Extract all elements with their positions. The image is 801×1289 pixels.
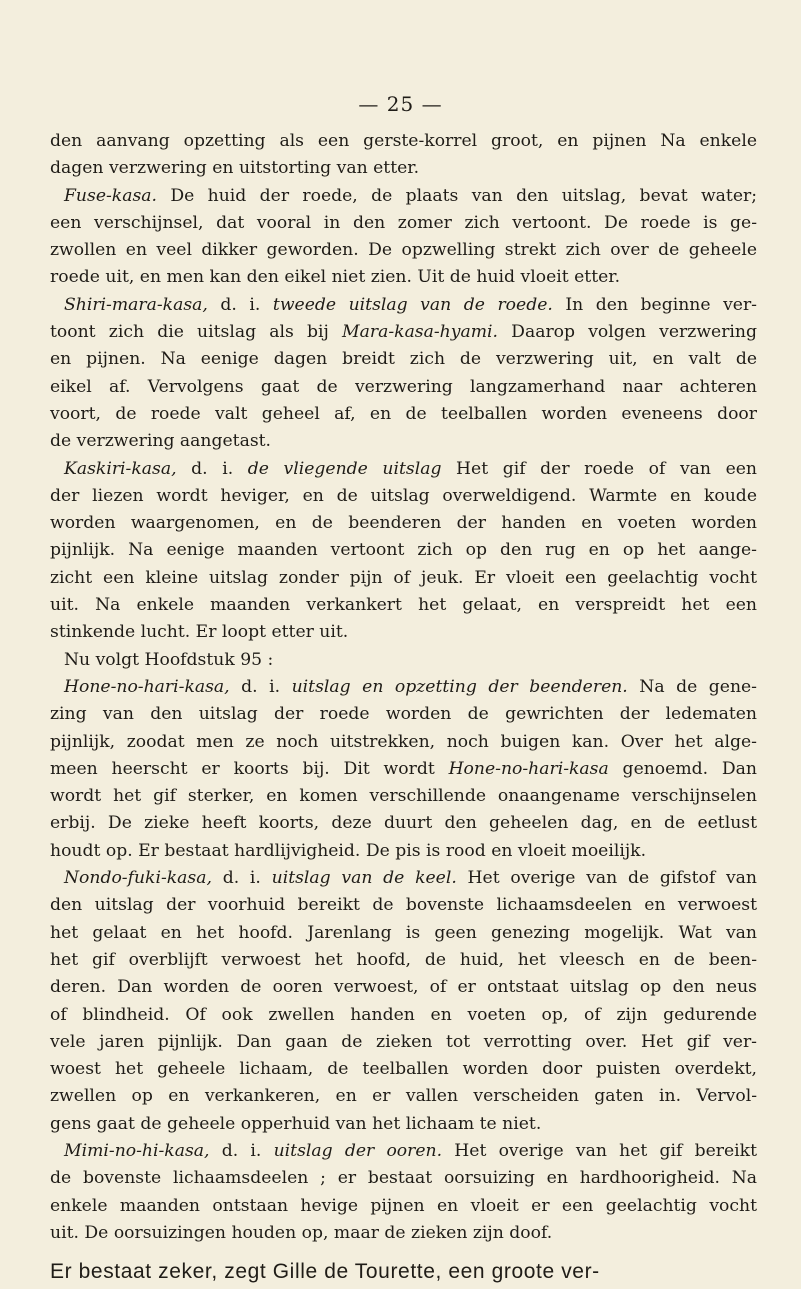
text-segment: Mara-kasa-hyami. bbox=[342, 322, 498, 343]
text-line bbox=[50, 1111, 757, 1138]
text-segment: woest het geheele lichaam, de teelballen worden door puisten overdekt, bbox=[50, 1059, 757, 1080]
text-line bbox=[50, 401, 757, 428]
text-segment: de verzwering aangetast. bbox=[50, 431, 272, 452]
text-segment: zwollen en veel dikker geworden. De opzwelling strekt zich over de geheele bbox=[50, 240, 757, 261]
text-segment: Kaskiri-kasa, bbox=[64, 458, 177, 479]
text-segment: Het gif der roede of van een bbox=[441, 458, 757, 479]
text-segment: pijnlijk, zoodat men ze noch uitstrekken, noch buigen kan. Over het alge- bbox=[50, 731, 757, 752]
text-segment: Daarop volgen verzwering bbox=[497, 322, 757, 343]
text-segment: deren. Dan worden de ooren verwoest, of er ontstaat uitslag op den neus bbox=[50, 977, 757, 998]
text-line bbox=[50, 674, 757, 701]
text-segment: de bovenste lichaamsdeelen ; er bestaat oorsuizing en hardhoorigheid. Na bbox=[50, 1168, 757, 1189]
text-segment: voort, de roede valt geheel af, en de teelballen worden eveneens door bbox=[50, 403, 757, 424]
text-line bbox=[50, 892, 757, 919]
body-text bbox=[50, 128, 757, 1247]
text-line bbox=[50, 729, 757, 756]
text-segment: houdt op. Er bestaat hardlijvigheid. De pis is rood en vloeit moeilijk. bbox=[50, 840, 647, 861]
text-segment: meen heerscht er koorts bij. Dit wordt bbox=[50, 758, 449, 779]
text-segment: het gelaat en het hoofd. Jarenlang is geen genezing mogelijk. Wat van bbox=[50, 922, 757, 943]
text-line bbox=[50, 592, 757, 619]
text-line bbox=[50, 1083, 757, 1110]
text-segment: d. i. bbox=[209, 1140, 274, 1161]
final-line: Er bestaat zeker, zegt Gille de Tourette, een groote ver- bbox=[50, 1260, 600, 1284]
text-segment: wordt het gif sterker, en komen verschillende onaangename verschijnselen bbox=[50, 786, 757, 807]
text-line bbox=[50, 619, 757, 646]
text-line bbox=[50, 319, 757, 346]
text-segment: enkele maanden ontstaan hevige pijnen en vloeit er een geelachtig vocht bbox=[50, 1195, 757, 1216]
text-segment: uit. De oorsuizingen houden op, maar de zieken zijn doof. bbox=[50, 1222, 553, 1243]
text-line bbox=[50, 456, 757, 483]
text-line bbox=[50, 346, 757, 373]
text-segment: gens gaat de geheele opperhuid van het lichaam te niet. bbox=[50, 1113, 542, 1134]
text-line bbox=[50, 128, 757, 155]
text-line bbox=[50, 1193, 757, 1220]
text-segment: Nu volgt Hoofdstuk 95 : bbox=[64, 649, 274, 670]
text-segment: den uitslag der voorhuid bereikt de bovenste lichaamsdeelen en verwoest bbox=[50, 895, 757, 916]
text-segment: uitslag der ooren. bbox=[273, 1140, 443, 1161]
text-segment: d. i. bbox=[229, 676, 292, 697]
text-segment: zing van den uitslag der roede worden de gewrichten der ledematen bbox=[50, 704, 757, 725]
text-line bbox=[50, 237, 757, 264]
text-segment: een verschijnsel, dat vooral in den zomer zich vertoont. De roede is ge- bbox=[50, 212, 757, 233]
text-segment: of blindheid. Of ook zwellen handen en voeten op, of zijn gedurende bbox=[50, 1004, 757, 1025]
text-line bbox=[50, 428, 757, 455]
text-segment: erbij. De zieke heeft koorts, deze duurt den geheelen dag, en de eetlust bbox=[50, 813, 757, 834]
text-line bbox=[50, 783, 757, 810]
text-segment: Nondo-fuki-kasa, bbox=[64, 868, 212, 889]
text-segment: toont zich die uitslag als bij bbox=[50, 322, 343, 343]
text-segment: het gif overblijft verwoest het hoofd, de huid, het vleesch en de been- bbox=[50, 949, 757, 970]
text-segment: Fuse-kasa. bbox=[64, 185, 157, 206]
text-line bbox=[50, 565, 757, 592]
text-line bbox=[50, 1056, 757, 1083]
text-segment: Het overige van de gifstof van bbox=[456, 868, 757, 889]
text-segment: Na de gene- bbox=[627, 676, 757, 697]
text-segment: uitslag en opzetting der beenderen. bbox=[291, 676, 628, 697]
text-line bbox=[50, 1138, 757, 1165]
page-number: — 25 — bbox=[358, 92, 443, 116]
text-segment: stinkende lucht. Er loopt etter uit. bbox=[50, 622, 349, 643]
text-line bbox=[50, 974, 757, 1001]
text-line bbox=[50, 374, 757, 401]
text-segment: der liezen wordt heviger, en de uitslag overweldigend. Warmte en koude bbox=[50, 485, 757, 506]
text-segment: In den beginne ver- bbox=[552, 294, 757, 315]
text-segment: dagen verzwering en uitstorting van etter. bbox=[50, 158, 420, 179]
text-line bbox=[50, 483, 757, 510]
text-segment: den aanvang opzetting als een gerste-korrel groot, en pijnen Na enkele bbox=[50, 131, 757, 151]
text-segment: Het overige van het gif bereikt bbox=[442, 1140, 757, 1161]
text-line bbox=[50, 264, 757, 291]
text-segment: Hone-no-hari-kasa, bbox=[64, 676, 230, 697]
text-segment: d. i. bbox=[176, 458, 248, 479]
text-line bbox=[50, 920, 757, 947]
text-segment: de vliegende uitslag bbox=[247, 458, 442, 479]
text-segment: eikel af. Vervolgens gaat de verzwering langzamerhand naar achteren bbox=[50, 376, 757, 397]
text-line bbox=[50, 155, 757, 182]
text-line bbox=[50, 838, 757, 865]
text-line bbox=[50, 1029, 757, 1056]
text-segment: d. i. bbox=[211, 868, 272, 889]
text-segment: genoemd. Dan bbox=[608, 758, 757, 779]
text-line bbox=[50, 183, 757, 210]
text-line bbox=[50, 810, 757, 837]
text-line bbox=[50, 1220, 757, 1247]
text-line bbox=[50, 537, 757, 564]
text-line bbox=[50, 292, 757, 319]
text-segment: vele jaren pijnlijk. Dan gaan de zieken tot verrotting over. Het gif ver- bbox=[50, 1031, 757, 1052]
text-segment: d. i. bbox=[207, 294, 273, 315]
text-segment: worden waargenomen, en de beenderen der handen en voeten worden bbox=[50, 513, 757, 534]
text-segment: uitslag van de keel. bbox=[271, 868, 457, 889]
text-line bbox=[50, 865, 757, 892]
text-segment: tweede uitslag van de roede. bbox=[272, 294, 553, 315]
text-segment: Mimi-no-hi-kasa, bbox=[64, 1140, 210, 1161]
text-segment: roede uit, en men kan den eikel niet zien. Uit de huid vloeit etter. bbox=[50, 267, 621, 288]
text-line bbox=[50, 1002, 757, 1029]
text-line bbox=[50, 510, 757, 537]
text-segment: Shiri-mara-kasa, bbox=[64, 294, 208, 315]
text-segment: zwellen op en verkankeren, en er vallen verscheiden gaten in. Vervol- bbox=[50, 1086, 757, 1107]
text-line bbox=[50, 210, 757, 237]
text-segment: De huid der roede, de plaats van den uitslag, bevat water; bbox=[157, 185, 757, 206]
text-segment: zicht een kleine uitslag zonder pijn of jeuk. Er vloeit een geelachtig vocht bbox=[50, 567, 757, 588]
text-segment: en pijnen. Na eenige dagen breidt zich de verzwering uit, en valt de bbox=[50, 349, 757, 370]
text-segment: uit. Na enkele maanden verkankert het gelaat, en verspreidt het een bbox=[50, 595, 757, 616]
text-line bbox=[50, 647, 757, 674]
text-line bbox=[50, 701, 757, 728]
text-segment: Hone-no-hari-kasa bbox=[448, 758, 609, 779]
text-line bbox=[50, 756, 757, 783]
text-line bbox=[50, 947, 757, 974]
text-segment: pijnlijk. Na eenige maanden vertoont zich op den rug en op het aange- bbox=[50, 540, 757, 561]
text-line bbox=[50, 1165, 757, 1192]
